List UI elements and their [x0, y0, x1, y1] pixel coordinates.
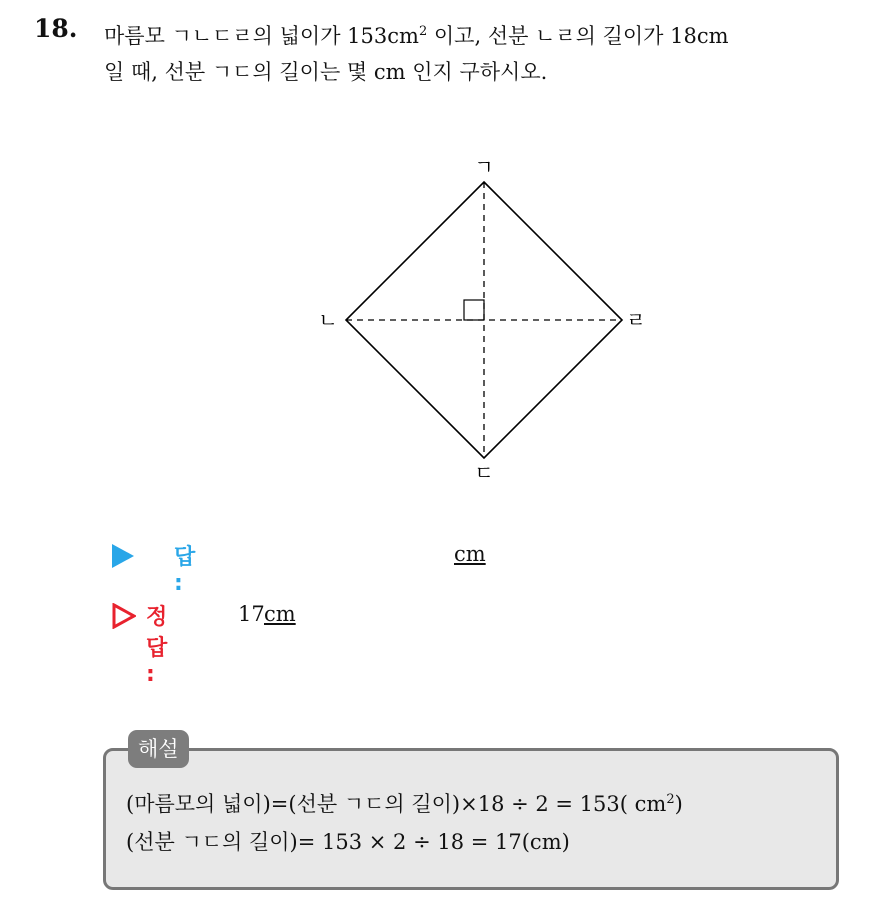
rhombus-figure [300, 150, 660, 490]
outline-triangle-icon [112, 603, 136, 629]
solution-line-1-part-a: (마름모의 넓이)=(선분 ㄱㄷ의 길이)×18 ÷ 2 = 153( cm [126, 792, 667, 816]
answer-label: 답 : [174, 545, 196, 596]
solution-box [103, 748, 839, 890]
vertex-bottom-label: ㄷ [474, 461, 494, 485]
solution-line-2: (선분 ㄱㄷ의 길이)= 153 × 2 ÷ 18 = 17(cm) [126, 830, 570, 854]
right-angle-mark [464, 300, 484, 320]
answer-unit: cm [454, 542, 486, 566]
question-line-1-part-a: 마름모 ㄱㄴㄷㄹ의 넓이가 153cm [104, 24, 419, 48]
question-line-2: 일 때, 선분 ㄱㄷ의 길이는 몇 cm 인지 구하시오. [104, 60, 548, 84]
solution-line-1 [126, 788, 683, 818]
play-triangle-icon [112, 544, 134, 568]
correct-unit: cm [264, 602, 296, 626]
question-line-1 [104, 14, 874, 54]
question-text [104, 14, 874, 90]
question-number: 18. [34, 14, 78, 43]
solution-line-1-part-b: ) [674, 792, 683, 816]
question-line-1-part-b: 이고, 선분 ㄴㄹ의 길이가 18cm [427, 24, 729, 48]
solution-exponent: 2 [666, 792, 675, 807]
vertex-left-label: ㄴ [318, 308, 338, 332]
solution-tag: 해설 [128, 730, 189, 768]
question-exponent: 2 [418, 24, 428, 39]
correct-value: 17 [238, 602, 265, 626]
vertex-right-label: ㄹ [626, 308, 646, 332]
vertex-top-label: ㄱ [474, 155, 494, 179]
correct-label: 정답 : [146, 605, 168, 687]
